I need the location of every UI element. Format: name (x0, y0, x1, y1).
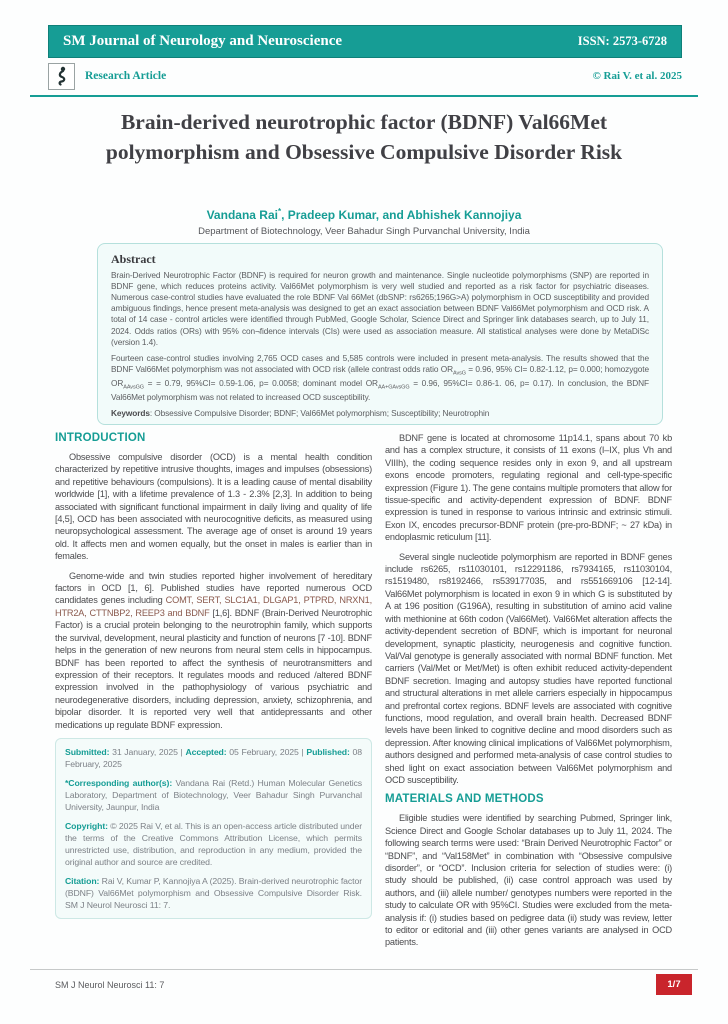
text-segment: [1,6]. BDNF (Brain-Derived Neurotrophic Factor) is a crucial protein belonging to the neurotrophin family, which supports the survival, development, neural plasticity and function of neurons [7 -10]. BDNF helps in the generation of new neurons from neural stem cells in hippocampus. BDNF has been reported to affect the synthesis of neurotransmitters and expression of their receptors. It regulates moods and reduced /altered BDNF expression involved in the pathophysiology of various psychiatric and neurodegenerative disorders, including depression, anxiety, schizophrenia, and bipolar disorder. It is reported very well that antidepressants and other medications up regulate BDNF expression. (55, 607, 372, 730)
copyright-line (65, 820, 362, 868)
issn-label: ISSN: 2573-6728 (577, 34, 667, 48)
text-segment: AAvsGG (123, 384, 144, 391)
subheader-left (48, 63, 166, 90)
text-segment: Fourteen case-control studies involving 2,765 OCD cases and 5,585 controls were included in present meta-analysis. The results showed that the BDNF Val66Met polymorphism was not associated with OCD risk (allele contrast odds ratio OR (111, 352, 649, 374)
two-column-body (55, 432, 672, 956)
corresponding-author-line (65, 777, 362, 813)
abstract-paragraph-1: Brain-Derived Neurotrophic Factor (BDNF) is required for neuron growth and maintenance. Single nucleotide polymorphisms (SNP) are reported in BDNF gene, which reduces proteins activity. Val66Met polymorphism is very well studied and reported as a risk factor for psychiatric diseases. Numerous case-control studies have evaluated the role BDNF Val 66Met (dbSNP: rs6265;196G>A) polymorphism in OCD susceptibility and provided ambiguous findings, hence present meta-analysis was designed to get an exact association between BDNF Val66Met polymorphism and OCD risk. A total of 14 case - control articles were identified through PubMed, Google Scholar, Science Direct and Springer link databases search, up to July 11, 2024. Odds ratios (ORs) with 95% con¬fidence intervals (CIs) were used as association measure. All statistical analyses were done by MetaDiSc (version 1.4). (111, 270, 649, 347)
dates-line (65, 746, 362, 770)
text-segment: *Corresponding author(s): (65, 777, 173, 788)
journal-logo-box (48, 63, 75, 90)
authors-rest: , Pradeep Kumar, and Abhishek Kannojiya (281, 208, 522, 222)
journal-header-bar (48, 25, 682, 58)
abstract-heading: Abstract (111, 252, 156, 266)
text-segment: 08 February, 2025 (65, 746, 362, 769)
intro-paragraph-1: Obsessive compulsive disorder (OCD) is a mental health condition characterized by repetitive intrusive thoughts, images and impulses (obsessions) and repetitive behaviours (compulsions). It is a leading cause of mental disability worldwide [1], with a lifetime prevalence of 1.3 - 2.3% [2,3]. In addition to being associated with significant functional impairment in daily living and quality of life [4,5], OCD has been associated with neurocognitive deficits, as measured using neuropsychological assessment. The average age of onset is around 19 years old. It affects men and women equally, but the onset in males is earlier than in females. (55, 452, 372, 562)
snp-paragraph: Several single nucleotide polymorphism are reported in BDNF genes include rs6265, rs11030101, rs12291186, rs7934165, rs11030104, rs1519480, rs8192466, rs539177035, and rs551669106 [12-14]. Val66Met polymorphism is located in exon 9 in which G is substituted by A at 196 position (G196A), resulting in substitution of amino acid valine with methionine at 66th codon (Val66Met). Val66Met alteration affects the activity-dependent secretion of BDNF, which is important for neuronal development, synaptic plasticity, neurogenesis and cognitive function. Val/Val genotype is generally associated with normal BDNF function. Met carriers (Val/Met or Met/Met) is often exhibit reduced activity-dependent BDNF secretion. Imaging and autopsy studies have reported functional and structural alterations in met allele carriers especially in hippocampus and prefrontal cortex regions. BDNF levels are associated with cognitive functions, mood regulation, and overall brain health. Decreased BDNF levels have been linked to cognitive decline and mood disorders such as depression. After knowing clinical implications of Val66Met polymorphism, authors designed and performed meta-analysis of case control studies to shed light on exact association between Val66Met polymorphism and OCD susceptibility. (385, 551, 672, 785)
text-segment: Vandana Rai (Retd.) Human Molecular Genetics Laboratory, Department of Biotechnology, Veer Bahadur Singh Purvanchal University, Jaunpur, India (65, 777, 363, 812)
text-segment: Published: (306, 746, 350, 757)
methods-heading: MATERIALS AND METHODS (385, 793, 544, 806)
abstract-keywords (111, 408, 649, 419)
text-segment: AA+GAvsGG (377, 384, 410, 391)
right-column (385, 432, 672, 956)
text-segment: Accepted: (185, 746, 227, 757)
header-copyright: © Rai V. et al. 2025 (592, 70, 682, 82)
affiliation-line: Department of Biotechnology, Veer Bahadur Singh Purvanchal University, India (198, 226, 530, 237)
abstract-box (97, 243, 663, 425)
author-corresponding: Vandana Rai (206, 208, 278, 222)
text-segment: Submitted: (65, 746, 110, 757)
article-type-label: Research Article (85, 70, 167, 82)
subheader-row (48, 61, 682, 91)
text-segment: Keywords (111, 408, 150, 419)
methods-paragraph: Eligible studies were identified by searching Pubmed, Springer link, Science Direct and Google Scholar databases up to July 11, 2024. The following search terms were used: “Brain Derived Neurotrophic Factor” or “BDNF”, and “Val158Met” in combination with “Obsessive compulsive disorder”, or “OCD”. Inclusion criteria for selection of studies were: (i) study should be published, (ii) case control approach was used by authors, and (iii) allele number/ genotypes numbers were reported in the study to calculate OR with 95%CI. Studies were excluded from the meta-analysis if: (i) studies based on pedigree data (ii) study was review, letter to editor or editorial and (iii) other genes variants are analysed in OCD patients. (385, 813, 672, 948)
corresponding-asterisk: * (277, 207, 282, 216)
text-segment: COMT, SERT, SLC1A1, DLGAP1, PTPRD, NRXN1, HTR2A, CTTNBP2, REEP3 and BDNF (55, 595, 372, 618)
abstract-paragraph-2 (111, 353, 649, 403)
text-segment: 05 February, 2025 | (226, 746, 307, 757)
authors-line (64, 207, 664, 222)
footer-divider (30, 969, 698, 970)
intro-paragraph-2 (55, 570, 372, 731)
journal-name: SM Journal of Neurology and Neuroscience (63, 33, 343, 49)
citation-line (65, 875, 362, 911)
text-segment: = 0.96, 95% CI= 0.82-1.12, p= 0.000; homozygote OR (111, 363, 649, 388)
article-title: Brain-derived neurotrophic factor (BDNF) Val66Met polymorphism and Obsessive Compulsive Disorder Risk (105, 110, 623, 164)
seahorse-icon (53, 66, 71, 86)
text-segment: 31 January, 2025 | (109, 746, 186, 757)
text-segment: AvsG (452, 370, 466, 377)
text-segment: : Obsessive Compulsive Disorder; BDNF; Val66Met polymorphism; Susceptibility; Neurotrophin (149, 408, 490, 419)
text-segment: = 0.96, 95%CI= 0.86-1. 06, p= 0.17). In conclusion, the BDNF Val66Met polymorphism was not related to increased OCD susceptibility. (111, 377, 649, 402)
introduction-heading: INTRODUCTION (55, 432, 146, 444)
text-segment: © 2025 Rai V, et al. This is an open-access article distributed under the terms of the Creative Commons Attribution License, which permits unrestricted use, distribution, and reproduction in any medium, provided the original author and source are credited. (65, 820, 362, 867)
text-segment: Genome-wide and twin studies reported higher involvement of hereditary factors in OCD [1, 6]. Published studies have reported numerous OCD candidates genes including (55, 570, 372, 606)
footer-journal-ref: SM J Neurol Neurosci 11: 7 (55, 980, 165, 990)
text-segment: Rai V, Kumar P, Kannojiya A (2025). Brain-derived neurotrophic factor (BDNF) Val66Met polymorphism and Obsessive Compulsive Disorder Risk. SM J Neurol Neurosci 11: 7. (65, 875, 362, 910)
text-segment: Copyright: (65, 820, 108, 831)
header-divider (30, 95, 698, 97)
left-column (55, 432, 372, 956)
text-segment: Citation: (65, 875, 100, 886)
text-segment: = = 0.79, 95%CI= 0.59-1.06, p= 0.0058; dominant model OR (143, 377, 378, 388)
article-info-box (55, 738, 372, 919)
bdnf-gene-paragraph: BDNF gene is located at chromosome 11p14.1, spans about 70 kb and has a complex structure, it consists of 11 exons (I–IX, plus Vh and VIIIh), the coding sequence resides only in exon 9, and all upstream exons encode promoters, regulating regional and cell-type-specific expression (Figure 1). The gene contains multiple promoters that allow for tissue-specific and activity-dependent expression of BDNF. BDNF expression is tuned in response to various intrinsic and extrinsic stimuli. Exon IX, encodes precursor-BDNF protein (pre-pro-BDNF; ~ 27 kDa) in endoplasmic reticulum [11]. (385, 433, 672, 543)
page-number-badge: 1/7 (656, 974, 692, 995)
